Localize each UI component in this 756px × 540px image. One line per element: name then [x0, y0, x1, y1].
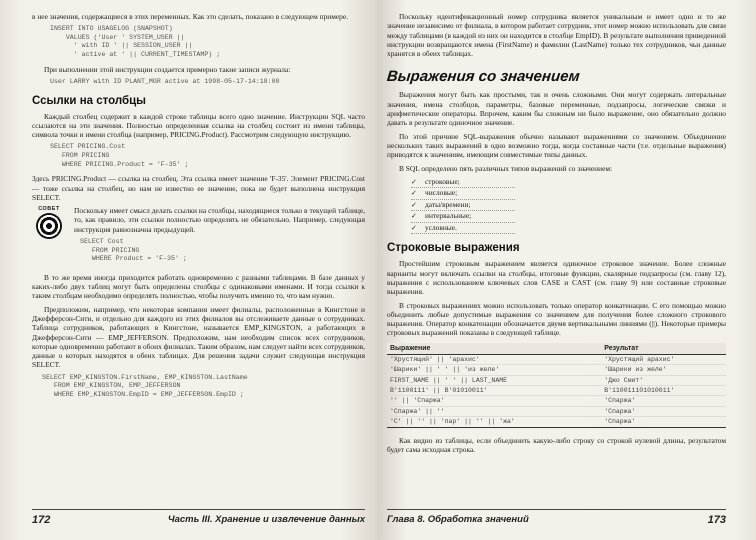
string-expressions-table [387, 343, 726, 428]
page-footer [32, 509, 365, 526]
paragraph: В строковых выражениях можно использовать только оператор конкатенации. С его помощью можно объединить любые допустимые выражения со значением для получения более сложного строкового выражения. Оператор конкатенации обозначается двумя вертикальными линиями (||). Некоторые примеры строковых выражений показаны в следующей таблице. [387, 300, 726, 338]
table-cell: 'Спаржа' [601, 406, 726, 416]
left-page [0, 0, 377, 540]
advice-text: Поскольку имеет смысл делать ссылки на столбцы, находящиеся только в текущей таблице, то, как правило, эти ссылки полностью определять не обязательно. Например, следующая инструкция равнозначна предыдущей. [74, 206, 365, 234]
code-block: SELECT PRICING.Cost FROM PRICING WHERE PRICING.Product = 'F-35' ; [50, 143, 189, 168]
table-header: Выражение [387, 343, 601, 355]
table-header: Результат [601, 343, 726, 355]
paragraph: Выражения могут быть как простыми, так и очень сложными. Они могут содержать литеральные значения, имена столбцов, параметры, базовые переменные, подзапросы, логические связки и арифметические операторы. Впрочем, каким бы сложным ни было выражение, оно обязательно должно давать в результате одиночное значение. [387, 90, 726, 128]
table-cell: 'Спаржа' [601, 396, 726, 406]
page-footer [387, 509, 726, 526]
paragraph: Здесь PRICING.Product — ссылка на столбец. Эта ссылка имеет значение 'F-35'. Элемент PRICING.Cost — тоже ссылка на столбец, но нам не известно ее значение, пока не будет выполнена инструкция SELECT. [32, 174, 365, 202]
code-block: SELECT Cost FROM PRICING WHERE Product = 'F-35' ; [80, 238, 187, 263]
bullseye-icon [36, 213, 62, 239]
paragraph: Как видно из таблицы, если объединить какую-либо строку со строкой нулевой длины, результатом будет сама исходная строка. [387, 435, 726, 454]
paragraph: Поскольку идентификационный номер сотрудника является уникальным и имеет одно и то же значение независимо от филиала, в котором работает сотрудник, этот номер можно использовать для связи между таблицами (в каждой из них он находится в столбце EmpID). В результате выполнения приведенной инструкции возвращаются имена (FirstName) и фамилии (LastName) только тех сотрудников, чьи данные хранятся в обеих таблицах. [387, 12, 726, 59]
advice-label: СОВЕТ [38, 206, 60, 213]
table-cell: 'Джо Смит' [601, 375, 726, 385]
list-item: ✓ даты/времени; [411, 200, 515, 212]
code-block: SELECT EMP_KINGSTON.FirstName, EMP_KINGSTON.LastName FROM EMP_KINGSTON, EMP_JEFFERSON WHERE EMP_KINGSTON.EmpID = EMP_JEFFERSON.EmpID ; [42, 373, 248, 398]
paragraph: Предположим, например, что некоторая компания имеет филиалы, расположенные в Кингстоне и Джефферсон-Сити, и отдельно для каждого из этих филиалов вы отслеживаете данные о сотрудниках. Таблица сотрудников, работающих в Кингстоне, называется EMP_KINGSTON, а работающих в Джефферсон-Сити — EMP_JEFFERSON. Предположим, нам необходим список всех сотрудников, которые одновременно работают в обоих филиалах. Таким образом, нам следует найти всех сотрудников, данные о которых находятся в обеих таблицах. Для решения задачи служит следующая инструкция SELECT. [32, 304, 365, 370]
table-cell: 'Спаржа' [601, 417, 726, 427]
table-row [387, 385, 726, 395]
running-head: Глава 8. Обработка значений [387, 514, 529, 525]
paragraph: По этой причине SQL-выражения обычно называют выражениями со значением. Объединение нескольких таких выражений в одно возможно тогда, когда составные части (т.е. отдельные выражения) приводятся к значениям, имеющим совместимые типы данных. [387, 131, 726, 160]
target-icon [32, 206, 66, 269]
paragraph: При выполнении этой инструкции создается примерно такие записи журнала: [44, 64, 291, 74]
table-cell: B'1100111' || B'01010011' [387, 385, 601, 395]
page-number: 173 [707, 514, 726, 526]
code-block: INSERT INTO USAGELOG (SNAPSHOT) VALUES ('User ' SYSTEM_USER || ' with ID ' || SESSION_USER || ' active at ' || CURRENT_TIMESTAMP) ; [50, 25, 221, 59]
table-cell: 'Шарики' || ' ' || 'из желе' [387, 365, 601, 375]
table-cell: 'Хрустящий арахис' [601, 354, 726, 364]
section-heading-value-expressions: Выражения со значением [386, 68, 581, 86]
paragraph: В то же время иногда приходится работать одновременно с разными таблицами. В базе данных у каких-либо двух таблиц могут быть определены столбцы с одинаковыми именами. И тогда ссылки к таким столбцам необходимо определять полностью, чтобы получить именно то, что вам нужно. [32, 272, 365, 301]
paragraph: В SQL определено пять различных типов выражений со значением: [399, 163, 613, 173]
table-row [387, 365, 726, 375]
list-item: ✓ интервальные; [411, 211, 515, 223]
running-head: Часть III. Хранение и извлечение данных [167, 514, 365, 525]
list-item: ✓ строковые; [411, 177, 515, 189]
table-cell: 'Спаржа' || '' [387, 406, 601, 416]
code-block: User LARRY with ID PLANT_MGR active at 1998-05-17-14:18:00 [50, 77, 280, 85]
advice-box [32, 206, 365, 269]
table-row [387, 406, 726, 416]
page-number: 172 [32, 514, 51, 526]
list-item: ✓ условные. [411, 223, 515, 235]
paragraph: Каждый столбец содержит в каждой строке таблицы всего одно значение. Инструкции SQL часто ссылаются на эти значения. Полностью определенная ссылка на столбец состоит из имени таблицы, символа точки и имени столбца (например, PRICING.Product). Рассмотрим следующую инструкцию. [32, 111, 365, 140]
table-cell: '' || 'Спаржа' [387, 396, 601, 406]
section-heading-column-references: Ссылки на столбцы [32, 94, 146, 107]
table-cell: B'110011101010011' [601, 385, 726, 395]
paragraph: Простейшим строковым выражением является одиночное строковое значение. Более сложные варианты могут включать ссылки на столбцы, итоговые функции, скалярные подзапросы (см. главу 12), выражения с использованием ключевых слов CASE и CAST (см. главу 9) или составные строковые выражения. [387, 259, 726, 297]
right-page [377, 0, 756, 540]
table-cell: FIRST_NAME || ' ' || LAST_NAME [387, 375, 601, 385]
table-row [387, 354, 726, 364]
paragraph: в нее значения, содержащиеся в этих переменных. Как это сделать, показано в следующем примере. [32, 12, 349, 21]
section-heading-string-expressions: Строковые выражения [387, 242, 520, 255]
expression-types-list [411, 177, 726, 235]
table-cell: 'С' || '' || 'пар' || '' || 'жа' [387, 417, 601, 427]
table-row [387, 417, 726, 427]
table-cell: 'Шарики из желе' [601, 365, 726, 375]
table-row [387, 396, 726, 406]
table-row [387, 375, 726, 385]
list-item: ✓ числовые; [411, 188, 515, 200]
table-cell: 'Хрустящий' || 'арахис' [387, 354, 601, 364]
